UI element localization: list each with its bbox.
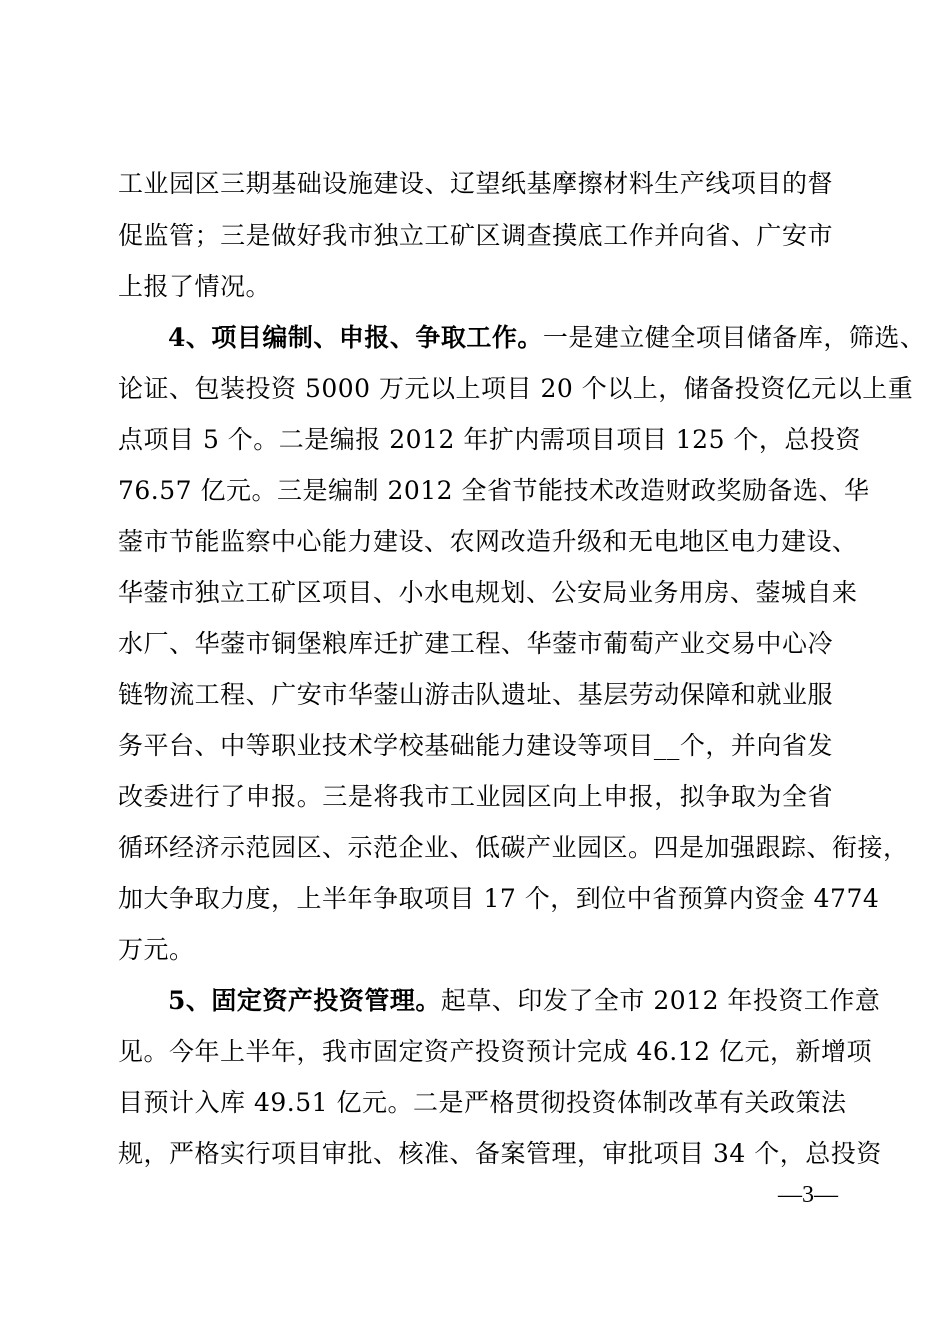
paragraph-line: 务平台、中等职业技术学校基础能力建设等项目__个，并向省发	[118, 731, 833, 760]
paragraph-line: 见。今年上半年，我市固定资产投资预计完成 46.12 亿元，新增项	[118, 1037, 872, 1066]
paragraph-line: 华蓥市独立工矿区项目、小水电规划、公安局业务用房、蓥城自来	[118, 578, 858, 607]
paragraph-text: 起草、印发了全市 2012 年投资工作意	[440, 986, 881, 1015]
paragraph-first-line	[168, 322, 926, 354]
paragraph-first-line	[168, 985, 881, 1017]
paragraph-line: 上报了情况。	[118, 272, 272, 301]
paragraph-line: 改委进行了申报。三是将我市工业园区向上申报，拟争取为全省	[118, 782, 833, 811]
paragraph-line: 蓥市节能监察中心能力建设、农网改造升级和无电地区电力建设、	[118, 527, 858, 556]
paragraph-line: 76.57 亿元。三是编制 2012 全省节能技术改造财政奖励备选、华	[118, 476, 870, 505]
paragraph-line: 水厂、华蓥市铜堡粮库迁扩建工程、华蓥市葡萄产业交易中心冷	[118, 629, 833, 658]
page-number: —3—	[778, 1182, 838, 1208]
paragraph-line: 链物流工程、广安市华蓥山游击队遗址、基层劳动保障和就业服	[118, 680, 833, 709]
paragraph-line: 万元。	[118, 935, 195, 964]
paragraph-line: 加大争取力度，上半年争取项目 17 个，到位中省预算内资金 4774	[118, 884, 880, 913]
section-heading: 5、固定资产投资管理。	[168, 986, 441, 1015]
paragraph-text: 一是建立健全项目储备库，筛选、	[542, 323, 926, 352]
paragraph-line: 工业园区三期基础设施建设、辽望纸基摩擦材料生产线项目的督	[118, 169, 833, 198]
paragraph-line: 论证、包装投资 5000 万元以上项目 20 个以上，储备投资亿元以上重	[118, 374, 914, 403]
paragraph-line: 点项目 5 个。二是编报 2012 年扩内需项目项目 125 个，总投资	[118, 425, 861, 454]
paragraph-line: 促监管；三是做好我市独立工矿区调查摸底工作并向省、广安市	[118, 221, 833, 250]
paragraph-line: 目预计入库 49.51 亿元。二是严格贯彻投资体制改革有关政策法	[118, 1088, 847, 1117]
section-heading: 4、项目编制、申报、争取工作。	[168, 323, 543, 352]
paragraph-line: 规，严格实行项目审批、核准、备案管理，审批项目 34 个，总投资	[118, 1139, 882, 1168]
paragraph-line: 循环经济示范园区、示范企业、低碳产业园区。四是加强跟踪、衔接，	[118, 833, 909, 862]
